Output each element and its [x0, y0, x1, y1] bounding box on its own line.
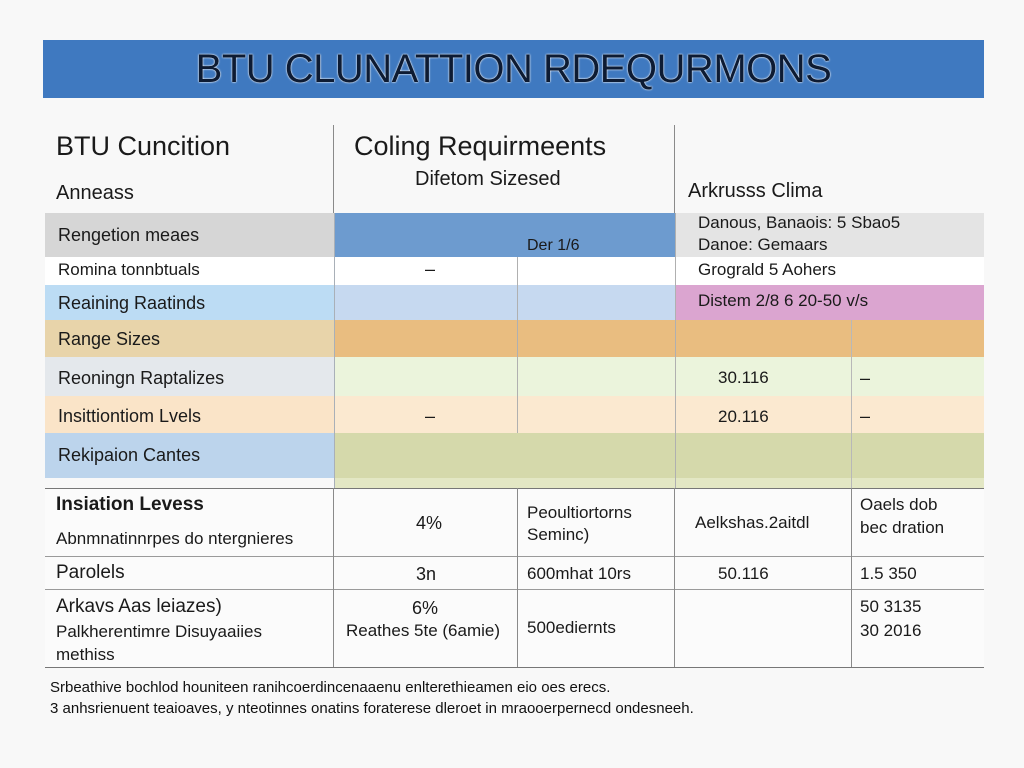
row-value: 20.116 [718, 407, 769, 426]
table-rule [45, 667, 984, 668]
row-label: Rengetion meaes [58, 225, 200, 245]
row-value: 3n [416, 564, 437, 584]
row-value: Seminc) [527, 525, 590, 544]
row-label: Reoningn Raptalizes [58, 368, 225, 388]
row-value: Oaels dob [860, 495, 938, 514]
row-label: Parolels [56, 562, 125, 583]
table-divider [517, 488, 518, 667]
row-value: 30 2016 [860, 621, 922, 640]
col2-subtitle: Difetom Sizesed [415, 168, 561, 190]
table-rule [45, 589, 984, 590]
col1-subtitle: Anneass [56, 182, 134, 204]
row-sublabel: methiss [56, 645, 115, 664]
row-label: Reaining Raatinds [58, 293, 206, 313]
row-value: Danous, Banaois: 5 Sbao5 [698, 213, 901, 232]
row-sublabel: Abnmnatinnrpes do ntergnieres [56, 529, 294, 548]
row-cell [334, 357, 984, 396]
table-divider [851, 488, 852, 667]
row-value: 1.5 350 [860, 564, 917, 583]
row-cell [334, 478, 984, 488]
row-value: 500ediernts [527, 618, 616, 637]
header-divider [674, 125, 675, 213]
table-divider [517, 257, 518, 433]
col2-title: Coling Requirmeents [354, 131, 607, 161]
table-rule [45, 556, 984, 557]
row-value: Grograld 5 Aohers [698, 260, 836, 279]
row-value: 6% [412, 598, 439, 618]
row-value: bec dration [860, 518, 945, 537]
row-value: 4% [416, 513, 443, 533]
header-divider [333, 125, 334, 213]
table-divider [675, 213, 676, 488]
row-value: 600mhat 10rs [527, 564, 631, 583]
row-label: Insittiontiom Lvels [58, 406, 202, 426]
row-value: Aelkshas.2aitdl [695, 513, 810, 532]
row-value: Der 1/6 [527, 237, 580, 254]
footnote: Srbeathive bochlod houniteen ranihcoerdincenaaenu enlterethieamen eio oes erecs. [50, 679, 611, 696]
row-dash: – [860, 368, 871, 388]
row-dash: – [860, 406, 871, 426]
title-banner [43, 40, 984, 98]
row-label: Arkavs Aas leiazes) [56, 596, 222, 617]
footnote: 3 anhsrienuent teaioaves, y nteotinnes onatins foraterese dleroet in mraooerpernecd ondesneeh. [50, 700, 694, 717]
row-label: Rekipaion Cantes [58, 445, 201, 465]
row-value: Peoultiortorns [527, 503, 632, 522]
row-dash: – [425, 406, 436, 426]
row-value: Reathes 5te (6amie) [346, 621, 501, 640]
banner-title: BTU CLUNATTION RDEQURMONS [195, 46, 832, 91]
col3-title: Arkrusss Clima [688, 180, 823, 202]
row-cell [334, 320, 984, 357]
row-value: 50.116 [718, 564, 769, 583]
row-value: Distem 2/8 6 20-50 v/s [698, 291, 869, 310]
row-value: 50 3135 [860, 597, 922, 616]
row-dash: – [425, 259, 436, 279]
table-divider [674, 488, 675, 667]
col1-title: BTU Cuncition [56, 131, 231, 161]
table-divider [334, 213, 335, 488]
row-label: Romina tonnbtuals [58, 260, 200, 279]
row-cell [334, 433, 984, 478]
row-cell [334, 285, 675, 320]
table-rule [45, 488, 984, 489]
row-label: Insiation Levess [56, 494, 204, 515]
row-value: 30.116 [718, 368, 769, 387]
row-label: Range Sizes [58, 329, 161, 349]
table-divider [851, 320, 852, 488]
row-cell [334, 213, 675, 257]
table-divider [333, 488, 334, 667]
row-value: Danoe: Gemaars [698, 235, 828, 254]
row-sublabel: Palkherentimre Disuyaaiies [56, 622, 262, 641]
